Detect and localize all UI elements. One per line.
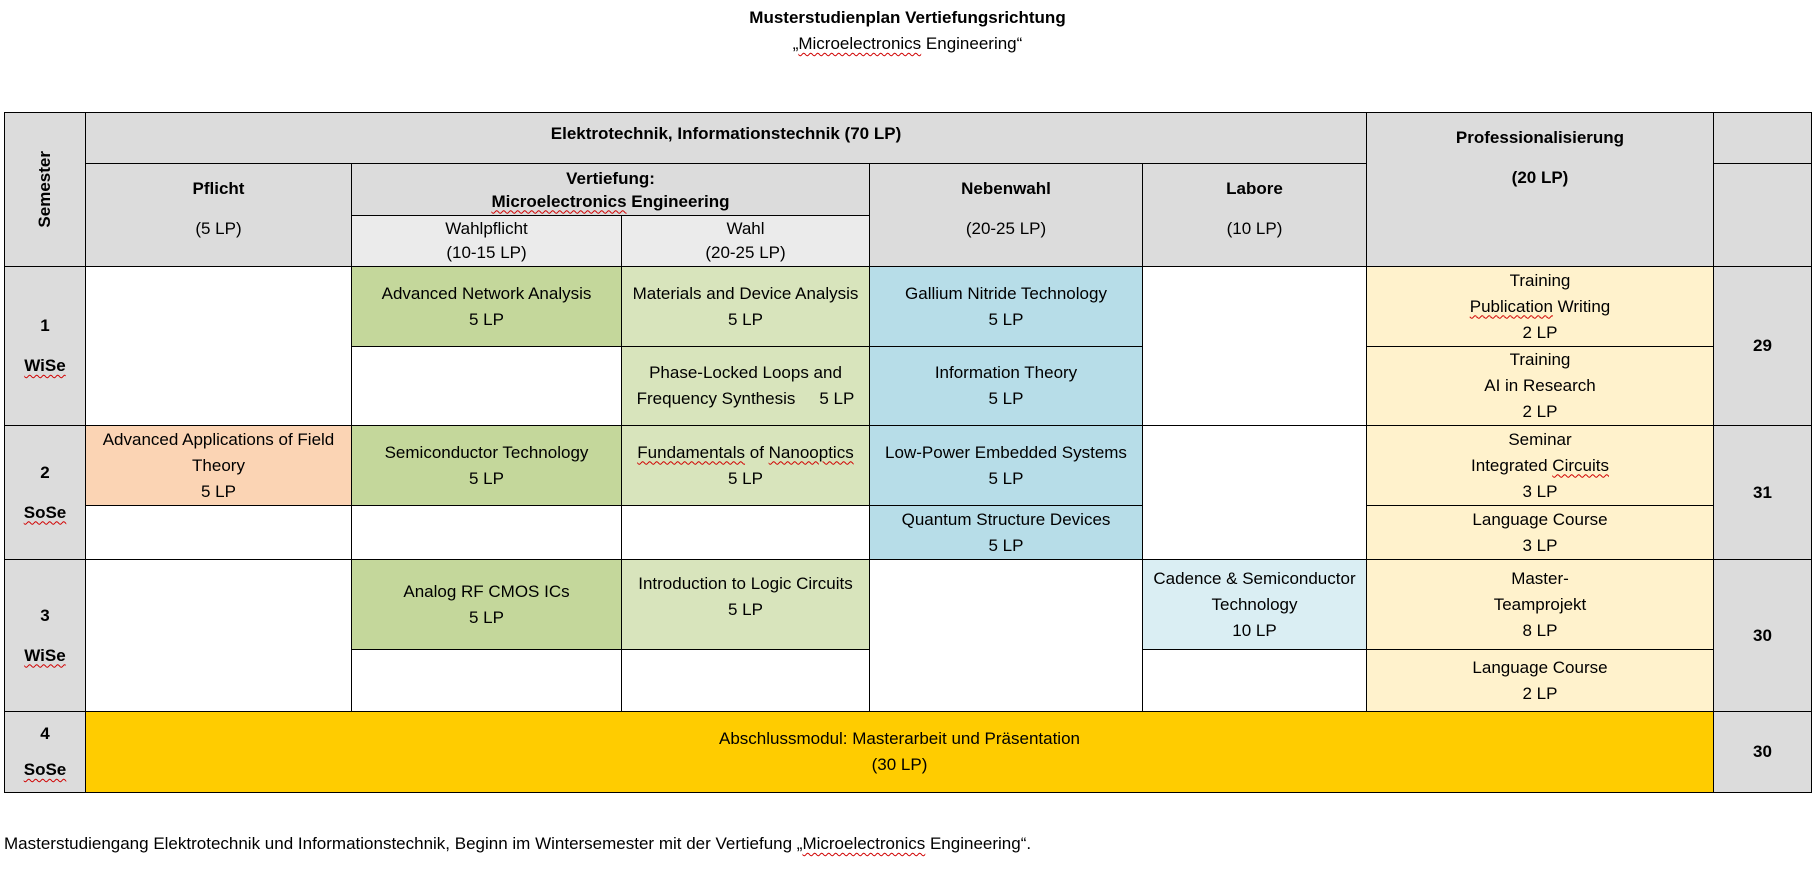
nebenwahl-label: Nebenwahl [961, 179, 1051, 198]
semester-1-total-value: 29 [1753, 336, 1772, 355]
pflicht-label: Pflicht [192, 179, 245, 198]
semester-4-term: SoSe [23, 760, 67, 779]
module-lp: 5 LP [988, 389, 1024, 408]
vertiefung-label: Vertiefung: [566, 168, 655, 188]
module-gallium-nitride [869, 266, 1143, 347]
semester-3-total [1713, 559, 1812, 712]
s3-wahlpflicht-empty [351, 649, 622, 712]
module-lp: 5 LP [201, 481, 236, 501]
module-lp: 3 LP [1522, 535, 1558, 555]
subtitle-open-quote: „ [792, 34, 799, 53]
module-word-nanooptics: Nanooptics [768, 442, 854, 462]
wahlpflicht-label: Wahlpflicht [445, 219, 528, 238]
s1-pflicht-empty [85, 266, 352, 426]
module-name-line1: Phase-Locked Loops and [649, 363, 842, 382]
semester-4-cell [4, 711, 86, 793]
module-lp: 10 LP [1232, 620, 1277, 640]
module-name-line1: Training [1509, 350, 1571, 369]
labore-label: Labore [1226, 179, 1283, 198]
module-name-line2: Theory [192, 455, 245, 475]
module-name-line2: Technology [1211, 594, 1298, 614]
module-lp: 5 LP [819, 389, 855, 408]
module-advanced-network-analysis [351, 266, 622, 347]
semester-3-term: WiSe [24, 645, 66, 665]
semester-2-number: 2 [40, 462, 50, 482]
module-lp: 2 LP [1522, 683, 1558, 703]
module-name-line1: Advanced Applications of Field [102, 429, 335, 449]
nebenwahl-header [869, 163, 1143, 267]
labore-lp: (10 LP) [1226, 219, 1283, 238]
module-name: Analog RF CMOS ICs [403, 581, 570, 601]
footer-microelectronics: Microelectronics [802, 834, 926, 853]
module-abschlussmodul [85, 711, 1714, 793]
subtitle-microelectronics: Microelectronics [798, 34, 922, 53]
s2-pflicht-empty [85, 505, 352, 560]
page-title: Musterstudienplan Vertiefungsrichtung [749, 8, 1066, 27]
s3-wahl-empty [621, 649, 870, 712]
module-logic-circuits [621, 559, 870, 650]
module-lp: 5 LP [988, 535, 1024, 555]
module-lp: 5 LP [469, 309, 504, 329]
page-subtitle [0, 34, 1815, 54]
nebenwahl-lp: (20-25 LP) [965, 219, 1047, 238]
semester-3-number: 3 [40, 605, 50, 625]
footer-note [4, 834, 1031, 854]
s3-pflicht-empty [85, 559, 352, 712]
semester-2-term: SoSe [23, 502, 67, 522]
module-name: Introduction to Logic Circuits [638, 574, 853, 593]
module-name [637, 440, 853, 466]
module-lp: 5 LP [728, 309, 763, 329]
s2-labore-empty [1142, 425, 1367, 560]
s3-labore-empty [1142, 649, 1367, 712]
s3-nebenwahl-empty [869, 559, 1143, 712]
s2-wahl-empty [621, 505, 870, 560]
module-name: Advanced Network Analysis [381, 283, 592, 303]
s2-wahlpflicht-empty [351, 505, 622, 560]
module-name-line1: Training [1509, 270, 1571, 290]
semester-2-total [1713, 425, 1812, 560]
module-name: Information Theory [934, 363, 1078, 382]
module-lp: 5 LP [988, 309, 1024, 329]
module-lp: 5 LP [728, 468, 763, 488]
et-group-header [85, 112, 1367, 164]
module-lp: 5 LP [469, 468, 504, 488]
vertiefung-microelectronics: Microelectronics [491, 191, 627, 211]
module-quantum-structure [869, 505, 1143, 560]
professional-header [1366, 112, 1714, 267]
footer-text: Masterstudiengang Elektrotechnik und Informationstechnik, Beginn im Wintersemester mit der Vertiefung „ [4, 834, 803, 853]
module-lp: 2 LP [1522, 402, 1558, 421]
module-name-part: Frequency Synthesis [636, 389, 796, 408]
professional-lp: (20 LP) [1511, 168, 1569, 187]
semester-1-total [1713, 266, 1812, 426]
module-word-rest: Writing [1552, 296, 1611, 316]
semester-header-label: Semester [35, 151, 54, 228]
module-name-line2 [637, 386, 855, 412]
semester-header [4, 112, 86, 267]
vertiefung-header [351, 163, 870, 216]
module-low-power-embedded [869, 425, 1143, 506]
et-group-label: Elektrotechnik, Informationstechnik (70 LP) [550, 124, 902, 143]
semester-1-cell [4, 266, 86, 426]
module-seminar-integrated-circuits [1366, 425, 1714, 506]
semester-3-total-value: 30 [1753, 625, 1772, 645]
module-name-line2 [1471, 453, 1609, 479]
module-language-course-s2 [1366, 505, 1714, 560]
module-analog-rf-cmos [351, 559, 622, 650]
module-master-teamprojekt [1366, 559, 1714, 650]
semester-2-cell [4, 425, 86, 560]
module-information-theory [869, 346, 1143, 426]
module-name: Language Course [1472, 657, 1608, 677]
module-lp: 5 LP [728, 600, 763, 619]
vertiefung-engineering: Engineering [626, 191, 730, 211]
module-training-publication-writing [1366, 266, 1714, 347]
vertiefung-name [491, 190, 729, 213]
module-lp: (30 LP) [871, 755, 928, 774]
module-training-ai-research [1366, 346, 1714, 426]
module-name-line2: AI in Research [1484, 376, 1596, 395]
module-language-course-s3 [1366, 649, 1714, 712]
semester-1-number: 1 [40, 316, 50, 335]
total-header-bottom [1713, 163, 1812, 267]
module-name-line2: Teamprojekt [1493, 594, 1587, 614]
module-lp: 3 LP [1522, 481, 1558, 501]
wahl-lp: (20-25 LP) [705, 243, 786, 262]
module-name-line1: Cadence & Semiconductor [1153, 568, 1356, 588]
module-lp: 5 LP [469, 607, 504, 627]
module-field-theory [85, 425, 352, 506]
semester-2-total-value: 31 [1753, 482, 1772, 502]
module-name: Language Course [1472, 509, 1608, 529]
wahl-label: Wahl [726, 219, 765, 238]
pflicht-header [85, 163, 352, 267]
module-word-integrated: Integrated [1471, 455, 1553, 475]
semester-4-total-value: 30 [1753, 742, 1772, 761]
module-word: Publication [1469, 296, 1553, 316]
module-lp: 2 LP [1522, 322, 1558, 342]
total-header-top [1713, 112, 1812, 164]
footer-text-end: Engineering“. [925, 834, 1032, 853]
semester-1-term: WiSe [24, 356, 66, 375]
module-name: Gallium Nitride Technology [905, 283, 1107, 303]
module-name-line1: Master- [1511, 568, 1569, 588]
module-lp: 8 LP [1522, 620, 1558, 640]
module-cadence-semiconductor [1142, 559, 1367, 650]
module-name: Materials and Device Analysis [632, 283, 859, 303]
module-name: Quantum Structure Devices [901, 509, 1111, 529]
subtitle-rest: Engineering“ [921, 34, 1023, 53]
module-word-fundamentals: Fundamentals [637, 442, 746, 462]
wahl-header [621, 215, 870, 267]
semester-4-number: 4 [40, 724, 50, 743]
wahlpflicht-header [351, 215, 622, 267]
s1-labore-empty [1142, 266, 1367, 426]
wahlpflicht-lp: (10-15 LP) [446, 243, 527, 262]
module-word-of: of [745, 442, 769, 462]
module-name: Semiconductor Technology [384, 442, 589, 462]
module-word-circuits: Circuits [1552, 455, 1609, 475]
labore-header [1142, 163, 1367, 267]
module-name-line2 [1470, 294, 1610, 320]
module-name-line1: Seminar [1508, 429, 1572, 449]
module-name: Low-Power Embedded Systems [885, 442, 1127, 462]
module-name: Abschlussmodul: Masterarbeit und Präsentation [719, 729, 1080, 748]
professional-label: Professionalisierung [1455, 128, 1625, 147]
s1-wahlpflicht-empty [351, 346, 622, 426]
semester-3-cell [4, 559, 86, 712]
module-semiconductor-technology [351, 425, 622, 506]
module-materials-device-analysis [621, 266, 870, 347]
module-fundamentals-nanooptics [621, 425, 870, 506]
semester-4-total [1713, 711, 1812, 793]
module-lp: 5 LP [988, 468, 1024, 488]
module-phase-locked-loops [621, 346, 870, 426]
pflicht-lp: (5 LP) [195, 219, 242, 238]
